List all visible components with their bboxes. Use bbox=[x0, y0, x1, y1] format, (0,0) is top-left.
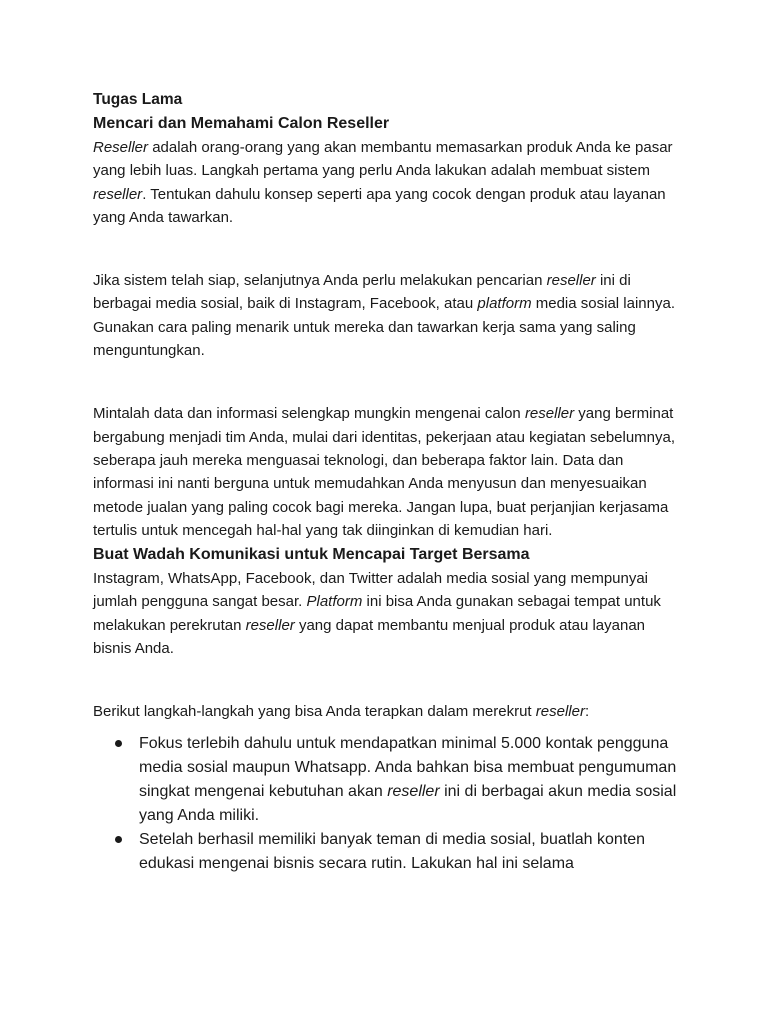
list-item bbox=[93, 732, 683, 828]
text-run: ini bisa Anda gunakan sebagai tempat untuk melakukan perekrutan bbox=[93, 593, 661, 634]
text-run: . Tentukan dahulu konsep seperti apa yang cocok dengan produk atau layanan yang Anda tawarkan. bbox=[93, 185, 666, 226]
steps-list bbox=[93, 732, 683, 876]
text-run: Mintalah data dan informasi selengkap mungkin mengenai calon bbox=[93, 405, 525, 423]
document-title: Tugas Lama bbox=[93, 91, 183, 108]
paragraph-spacer bbox=[93, 660, 683, 700]
italic-term: reseller bbox=[546, 272, 596, 290]
paragraph-search-reseller bbox=[93, 269, 683, 362]
text-run: ini di berbagai media sosial, baik di Instagram, Facebook, atau bbox=[93, 272, 631, 313]
italic-term: reseller bbox=[245, 616, 295, 634]
text-run: Setelah berhasil memiliki banyak teman di media sosial, buatlah konten edukasi mengenai bisnis secara rutin. Lakukan hal ini selama bbox=[139, 830, 646, 872]
paragraph-collect-data bbox=[93, 402, 683, 542]
bullet-icon bbox=[115, 740, 122, 747]
italic-term: reseller bbox=[93, 185, 143, 203]
document-body bbox=[93, 88, 683, 876]
text-run: Jika sistem telah siap, selanjutnya Anda perlu melakukan pencarian bbox=[93, 272, 547, 290]
text-run: : bbox=[584, 703, 590, 721]
italic-term: Platform bbox=[306, 593, 363, 611]
text-run: yang dapat membantu menjual produk atau layanan bisnis Anda. bbox=[93, 616, 646, 658]
paragraph-social-media bbox=[93, 567, 683, 660]
text-run: Fokus terlebih dahulu untuk mendapatkan minimal 5.000 kontak pengguna media sosial maupun Whatsapp. Anda bahkan bisa membuat pengumuman singkat mengenai kebutuhan akan bbox=[139, 734, 677, 800]
italic-term: reseller bbox=[524, 405, 575, 423]
paragraph-spacer bbox=[93, 362, 683, 402]
text-run: Berikut langkah-langkah yang bisa Anda terapkan dalam merekrut bbox=[93, 703, 536, 721]
paragraph-spacer bbox=[93, 229, 683, 269]
text-run: adalah orang-orang yang akan membantu memasarkan produk Anda ke pasar yang lebih luas. Langkah pertama yang perlu Anda lakukan adalah membuat sistem bbox=[93, 139, 673, 180]
paragraph-reseller-intro bbox=[93, 136, 683, 229]
text-run: ini di berbagai akun media sosial yang Anda miliki. bbox=[139, 782, 677, 824]
text-run: media sosial lainnya. Gunakan cara paling menarik untuk mereka dan tawarkan kerja sama yang saling menguntungkan. bbox=[93, 295, 675, 360]
section-heading-reseller: Mencari dan Memahami Calon Reseller bbox=[93, 115, 390, 132]
text-run: Instagram, WhatsApp, Facebook, dan Twitter adalah media sosial yang mempunyai jumlah pengguna sangat besar. bbox=[93, 570, 649, 611]
section-heading-communication: Buat Wadah Komunikasi untuk Mencapai Target Bersama bbox=[93, 546, 530, 564]
paragraph-steps-intro bbox=[93, 700, 683, 723]
italic-term: Reseller bbox=[93, 139, 149, 156]
italic-term: reseller bbox=[535, 703, 585, 721]
text-run: yang berminat bergabung menjadi tim Anda, mulai dari identitas, pekerjaan atau kegiatan sebelumnya, seberapa jauh mereka menguasai teknologi, dan beberapa faktor lain. Data dan informasi ini nanti berguna untuk memudahkan Anda menyusun dan menyesuaikan metode jualan yang paling cocok bagi mereka. Jangan lupa, buat perjanjian kerjasama tertulis untuk mencegah hal-hal yang tak diinginkan di kemudian hari. bbox=[93, 405, 676, 539]
bullet-icon bbox=[115, 836, 122, 843]
italic-term: platform bbox=[477, 295, 532, 313]
italic-term: reseller bbox=[387, 782, 440, 800]
list-item bbox=[93, 828, 683, 876]
